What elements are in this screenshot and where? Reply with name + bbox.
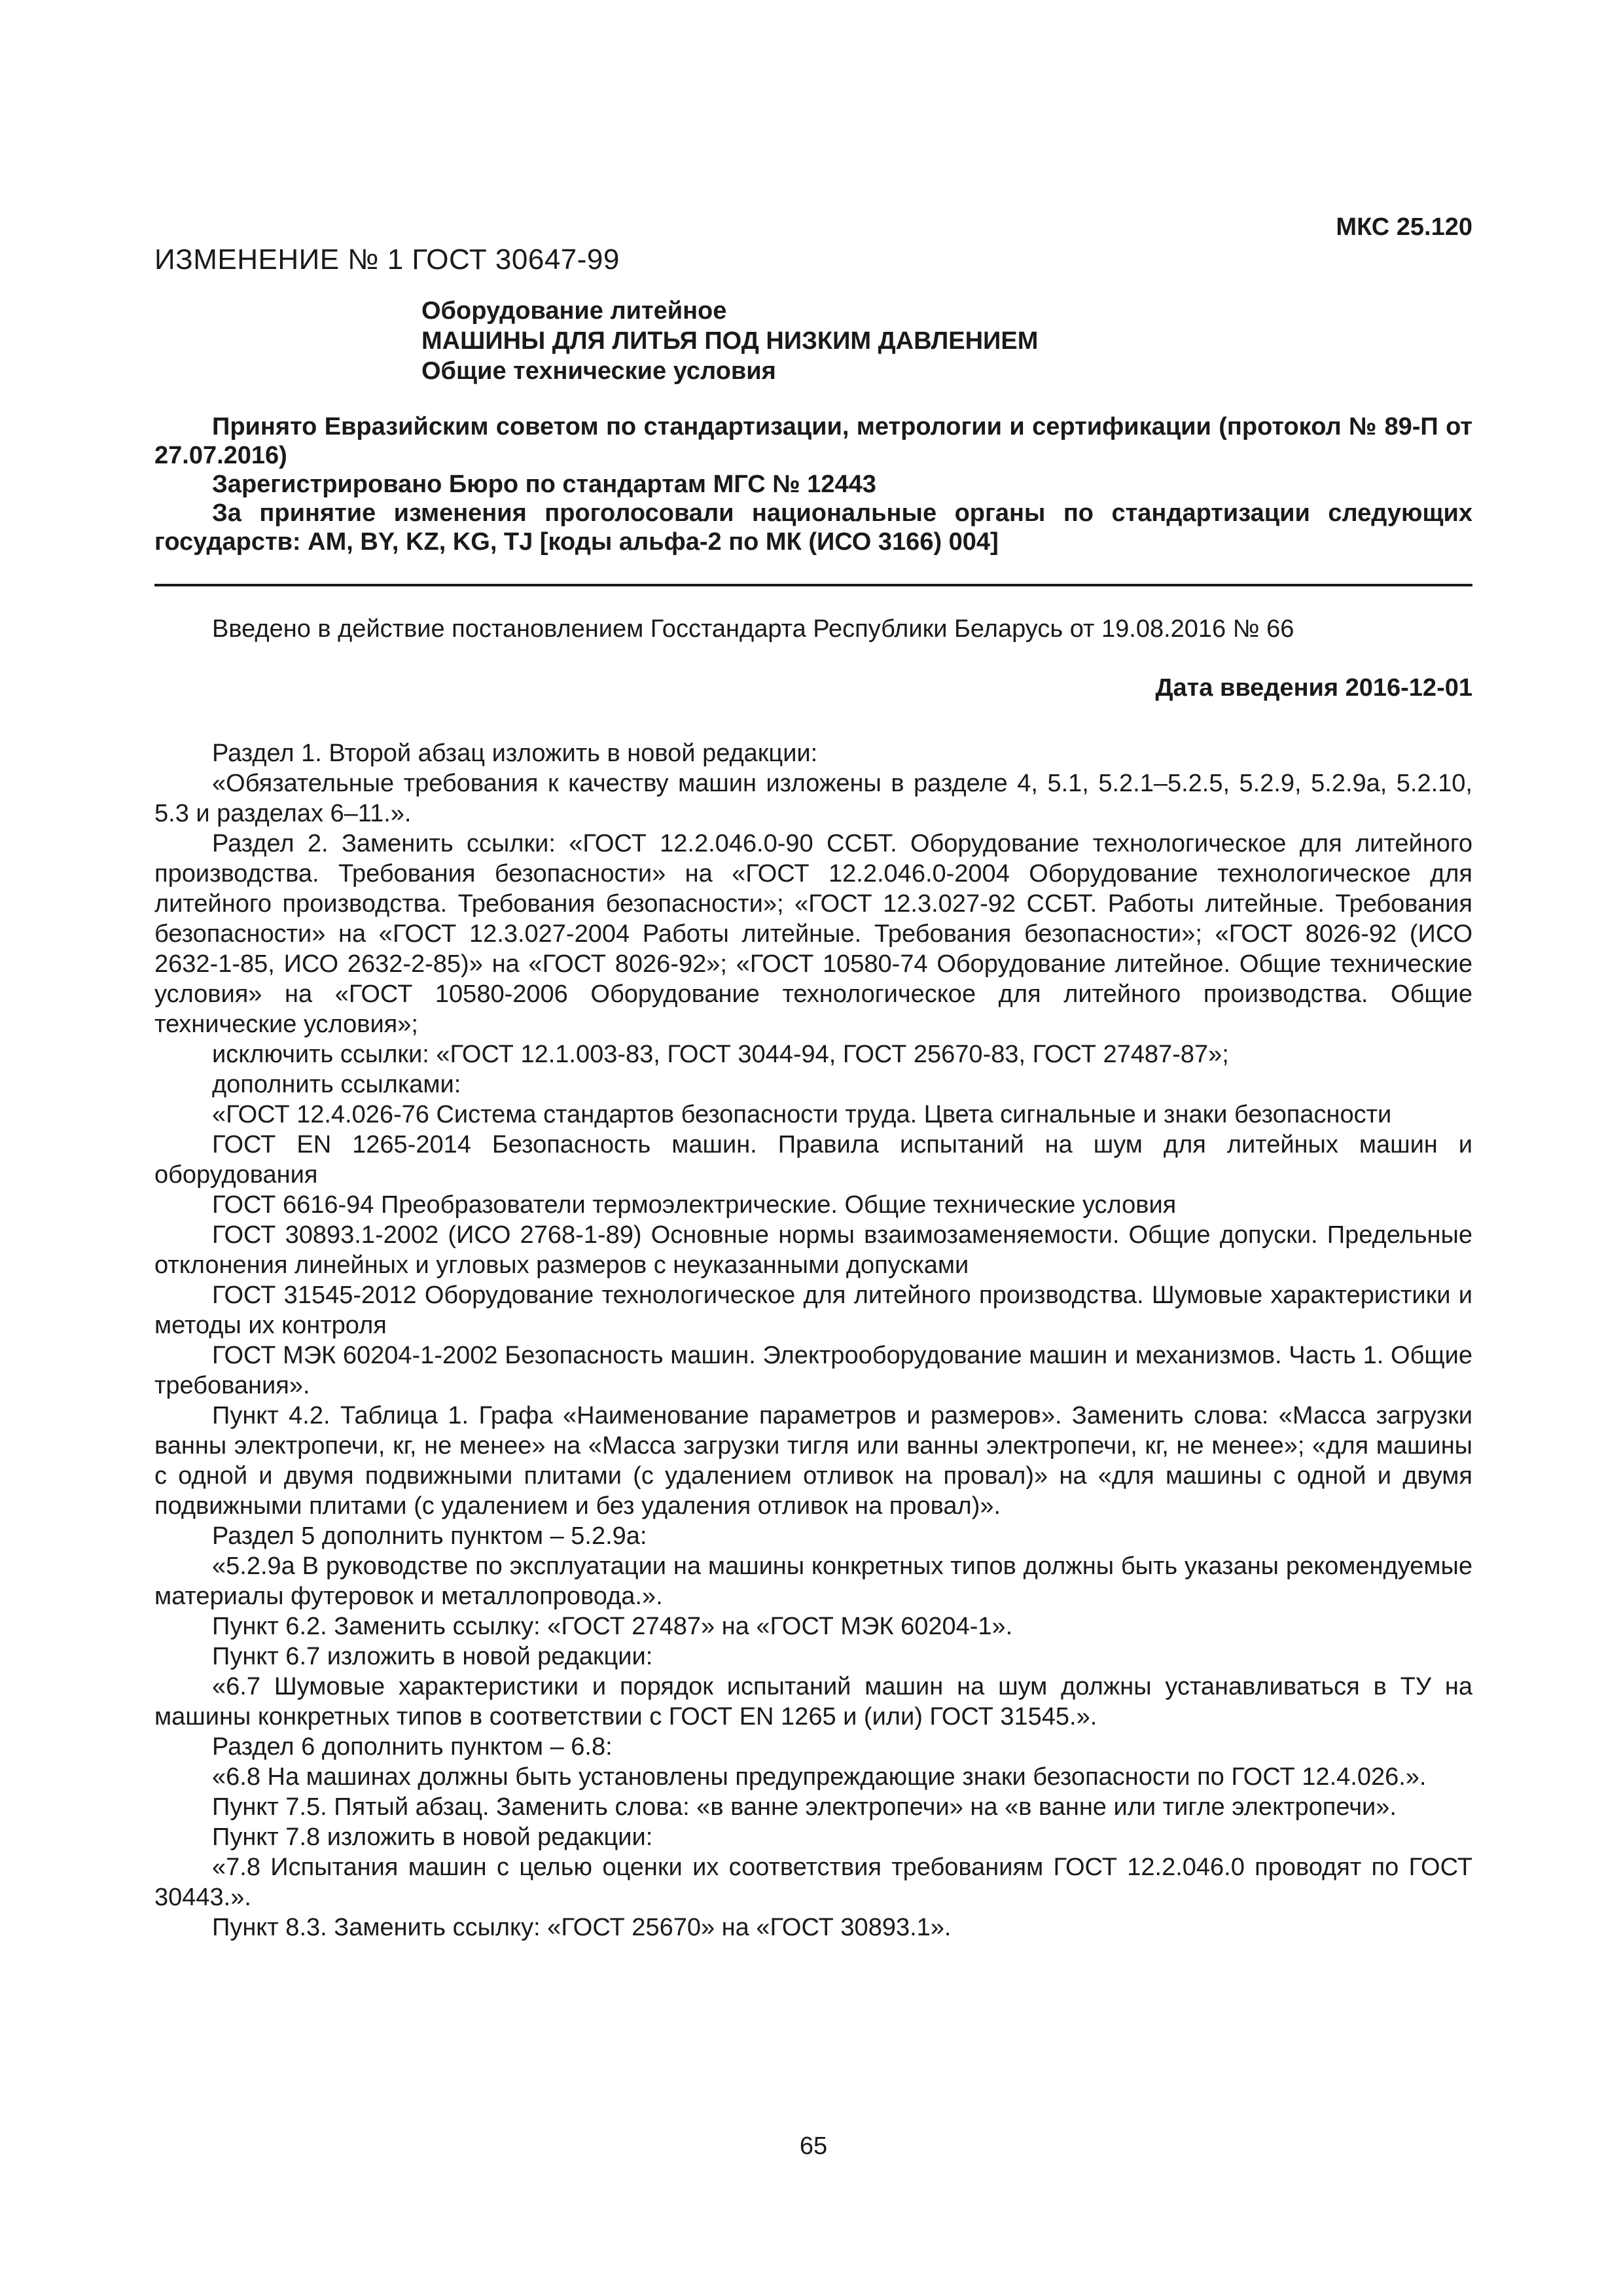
body-paragraph: исключить ссылки: «ГОСТ 12.1.003-83, ГОСТ 3044-94, ГОСТ 25670-83, ГОСТ 27487-87»;: [212, 1041, 1229, 1068]
body-paragraph: дополнить ссылками:: [212, 1071, 461, 1098]
adoption-paragraph-2: Зарегистрировано Бюро по стандартам МГС № 12443: [212, 471, 876, 498]
amendment-body: [154, 738, 1472, 1943]
adoption-block: [154, 412, 1472, 556]
subject-line-1: Оборудование литейное: [421, 297, 727, 325]
standard-subject: [421, 296, 1038, 386]
body-paragraph: ГОСТ 31545-2012 Оборудование технологическое для литейного производства. Шумовые характеристики и методы их контроля: [154, 1282, 1472, 1339]
body-paragraph: «ГОСТ 12.4.026-76 Система стандартов безопасности труда. Цвета сигнальные и знаки безопасности: [212, 1101, 1392, 1128]
subject-line-3: Общие технические условия: [421, 357, 776, 385]
body-paragraph: «Обязательные требования к качеству машин изложены в разделе 4, 5.1, 5.2.1–5.2.5, 5.2.9, 5.2.9а, 5.2.10, 5.3 и разделах 6–11.».: [154, 770, 1472, 827]
body-paragraph: Пункт 6.2. Заменить ссылку: «ГОСТ 27487» на «ГОСТ МЭК 60204-1».: [212, 1613, 1013, 1640]
body-paragraph: «6.7 Шумовые характеристики и порядок испытаний машин на шум должны устанавливаться в ТУ на машины конкретных типов в соответствии с ГОСТ EN 1265 и (или) ГОСТ 31545.».: [154, 1673, 1472, 1731]
body-paragraph: Раздел 2. Заменить ссылки: «ГОСТ 12.2.046.0-90 ССБТ. Оборудование технологическое для литейного производства. Требования безопасности» на «ГОСТ 12.2.046.0-2004 Оборудование технологическое для литейного производства. Требования безопасности»; «ГОСТ 12.3.027-92 ССБТ. Работы литейные. Требования безопасности» на «ГОСТ 12.3.027-2004 Работы литейные. Требования безопасности»; «ГОСТ 8026-92 (ИСО 2632-1-85, ИСО 2632-2-85)» на «ГОСТ 8026-92»; «ГОСТ 10580-74 Оборудование литейное. Общие технические условия» на «ГОСТ 10580-2006 Оборудование технологическое для литейного производства. Общие технические условия»;: [154, 830, 1472, 1038]
page-number: 65: [799, 2132, 828, 2160]
document-page: [154, 0, 1472, 2296]
horizontal-rule: [154, 584, 1472, 586]
amendment-title: ИЗМЕНЕНИЕ № 1 ГОСТ 30647-99: [154, 243, 620, 276]
adoption-paragraph-1: Принято Евразийским советом по стандартизации, метрологии и сертификации (протокол № 89-П от 27.07.2016): [154, 413, 1472, 469]
body-paragraph: Раздел 6 дополнить пунктом – 6.8:: [212, 1733, 613, 1761]
body-paragraph: Пункт 7.5. Пятый абзац. Заменить слова: «в ванне электропечи» на «в ванне или тигле электропечи».: [212, 1793, 1397, 1821]
body-paragraph: Раздел 1. Второй абзац изложить в новой редакции:: [212, 740, 818, 767]
effective-date: Дата введения 2016-12-01: [1155, 674, 1472, 702]
body-paragraph: ГОСТ 6616-94 Преобразователи термоэлектрические. Общие технические условия: [212, 1191, 1177, 1219]
body-paragraph: Пункт 6.7 изложить в новой редакции:: [212, 1643, 653, 1670]
body-paragraph: Пункт 4.2. Таблица 1. Графа «Наименование параметров и размеров». Заменить слова: «Масса загрузки ванны электропечи, кг, не менее» на «Масса загрузки тигля или ванны электропечи, кг, не менее»; «для машины с одной и двумя подвижными плитами (с удалением отливок на провал)» на «для машины с одной и двумя подвижными плитами (с удалением и без удаления отливок на провал)».: [154, 1402, 1472, 1520]
body-paragraph: ГОСТ МЭК 60204-1-2002 Безопасность машин. Электрооборудование машин и механизмов. Часть 1. Общие требования».: [154, 1342, 1472, 1399]
body-paragraph: ГОСТ EN 1265-2014 Безопасность машин. Правила испытаний на шум для литейных машин и оборудования: [154, 1131, 1472, 1189]
subject-line-2: МАШИНЫ ДЛЯ ЛИТЬЯ ПОД НИЗКИМ ДАВЛЕНИЕМ: [421, 327, 1039, 355]
adoption-paragraph-3: За принятие изменения проголосовали национальные органы по стандартизации следующих государств: AM, BY, KZ, KG, TJ [коды альфа-2 по МК (ИСО 3166) 004]: [154, 499, 1472, 556]
enactment-line: Введено в действие постановлением Госстандарта Республики Беларусь от 19.08.2016 № 66: [212, 615, 1294, 643]
mks-code: МКС 25.120: [1336, 213, 1472, 241]
body-paragraph: Пункт 7.8 изложить в новой редакции:: [212, 1823, 653, 1851]
body-paragraph: «6.8 На машинах должны быть установлены предупреждающие знаки безопасности по ГОСТ 12.4.026.».: [212, 1763, 1427, 1791]
body-paragraph: Пункт 8.3. Заменить ссылку: «ГОСТ 25670» на «ГОСТ 30893.1».: [212, 1914, 952, 1941]
body-paragraph: «5.2.9а В руководстве по эксплуатации на машины конкретных типов должны быть указаны рекомендуемые материалы футеровок и металлопровода.».: [154, 1552, 1472, 1610]
body-paragraph: ГОСТ 30893.1-2002 (ИСО 2768-1-89) Основные нормы взаимозаменяемости. Общие допуски. Предельные отклонения линейных и угловых размеров с неуказанными допусками: [154, 1221, 1472, 1279]
body-paragraph: Раздел 5 дополнить пунктом – 5.2.9а:: [212, 1522, 647, 1550]
body-paragraph: «7.8 Испытания машин с целью оценки их соответствия требованиям ГОСТ 12.2.046.0 проводят по ГОСТ 30443.».: [154, 1854, 1472, 1911]
